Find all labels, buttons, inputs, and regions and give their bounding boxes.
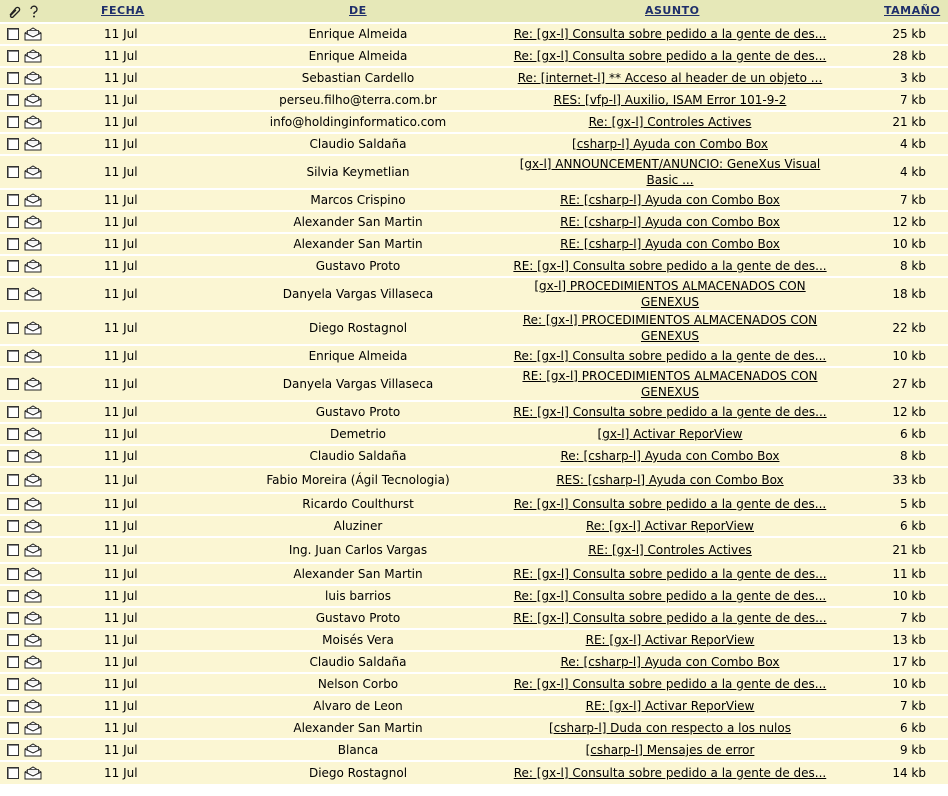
message-subject-link[interactable]: Re: [gx-l] Consulta sobre pedido a la gente de des... [513,589,827,603]
select-checkbox[interactable] [7,446,19,466]
message-size: 28 kb [892,49,926,63]
envelope-open-icon [24,424,42,444]
message-sender: Alvaro de Leon [313,699,403,713]
message-sender: Aluziner [333,519,383,533]
table-row[interactable] [0,446,948,468]
message-subject-cell [510,68,830,88]
message-subject-link[interactable]: RE: [gx-l] PROCEDIMIENTOS ALMACENADOS CON GENEXUS [522,369,818,399]
message-size: 8 kb [899,449,926,463]
col-asunto-header[interactable]: ASUNTO [645,4,700,17]
select-checkbox[interactable] [7,762,19,784]
message-sender: Gustavo Proto [315,611,401,625]
message-size: 17 kb [892,655,926,669]
select-checkbox[interactable] [7,278,19,310]
table-row[interactable] [0,90,948,112]
message-sender: Diego Rostagnol [308,766,408,780]
message-size: 13 kb [892,633,926,647]
message-sender: Alexander San Martin [293,567,423,581]
message-sender: Marcos Crispino [310,193,406,207]
message-subject-link[interactable]: Re: [gx-l] Consulta sobre pedido a la gente de des... [513,349,827,363]
message-sender: Gustavo Proto [315,405,401,419]
message-subject-link[interactable]: [csharp-l] Mensajes de error [585,743,755,757]
message-size: 10 kb [892,589,926,603]
message-size: 6 kb [899,427,926,441]
message-date: 11 Jul [104,589,138,603]
col-de-header[interactable]: DE [349,4,367,17]
message-subject-cell [510,368,830,400]
list-header [0,0,948,24]
message-subject-cell [510,24,830,44]
message-subject-link[interactable]: Re: [gx-l] Consulta sobre pedido a la gente de des... [513,766,827,780]
message-sender: perseu.filho@terra.com.br [279,93,437,107]
message-subject-cell [510,90,830,110]
message-date: 11 Jul [104,721,138,735]
message-subject-link[interactable]: [csharp-l] Duda con respecto a los nulos [548,721,791,735]
select-checkbox[interactable] [7,696,19,716]
message-subject-cell [510,652,830,672]
message-date: 11 Jul [104,259,138,273]
message-size: 12 kb [892,405,926,419]
select-checkbox[interactable] [7,564,19,584]
message-subject-cell [510,494,830,514]
envelope-open-icon [24,24,42,44]
select-checkbox[interactable] [7,190,19,210]
col-fecha-header[interactable]: FECHA [101,4,145,17]
message-sender: Gustavo Proto [315,259,401,273]
select-checkbox[interactable] [7,234,19,254]
message-size: 10 kb [892,677,926,691]
table-row[interactable] [0,468,948,494]
table-row[interactable] [0,368,948,402]
message-date: 11 Jul [104,519,138,533]
message-sender: Moisés Vera [322,633,394,647]
message-size: 22 kb [892,321,926,335]
table-row[interactable] [0,234,948,256]
message-subject-link[interactable]: Re: [gx-l] Consulta sobre pedido a la gente de des... [513,677,827,691]
message-subject-link[interactable]: Re: [csharp-l] Ayuda con Combo Box [560,449,780,463]
message-subject-link[interactable]: RE: [gx-l] Consulta sobre pedido a la gente de des... [513,611,827,625]
message-size: 4 kb [899,165,926,179]
message-size: 21 kb [892,543,926,557]
message-subject-cell [510,134,830,154]
message-subject-cell [510,312,830,344]
message-size: 5 kb [899,497,926,511]
message-sender: Alexander San Martin [293,215,423,229]
select-checkbox[interactable] [7,346,19,366]
message-size: 9 kb [899,743,926,757]
select-checkbox[interactable] [7,516,19,536]
message-sender: Enrique Almeida [308,349,408,363]
select-checkbox[interactable] [7,424,19,444]
message-date: 11 Jul [104,567,138,581]
message-size: 14 kb [892,766,926,780]
message-date: 11 Jul [104,743,138,757]
message-date: 11 Jul [104,349,138,363]
envelope-open-icon [24,630,42,650]
message-date: 11 Jul [104,377,138,391]
message-size: 21 kb [892,115,926,129]
message-subject-link[interactable]: Re: [gx-l] Consulta sobre pedido a la gente de des... [513,27,827,41]
table-row[interactable] [0,494,948,516]
message-date: 11 Jul [104,655,138,669]
message-date: 11 Jul [104,699,138,713]
message-subject-cell [510,424,830,444]
message-size: 18 kb [892,287,926,301]
message-subject-cell [510,608,830,628]
message-subject-cell [510,674,830,694]
message-sender: Silvia Keymetlian [306,165,410,179]
table-row[interactable] [0,212,948,234]
message-subject-cell [510,278,830,310]
select-checkbox[interactable] [7,112,19,132]
message-sender: Fabio Moreira (Ágil Tecnologia) [266,473,450,487]
select-checkbox[interactable] [7,212,19,232]
message-date: 11 Jul [104,165,138,179]
message-subject-link[interactable]: Re: [gx-l] PROCEDIMIENTOS ALMACENADOS CON GENEXUS [522,313,818,343]
message-sender: Claudio Saldaña [309,655,407,669]
message-date: 11 Jul [104,137,138,151]
table-row[interactable] [0,134,948,156]
message-subject-link[interactable]: Re: [gx-l] Consulta sobre pedido a la gente de des... [513,49,827,63]
message-subject-cell [510,718,830,738]
select-checkbox[interactable] [7,630,19,650]
message-size: 7 kb [899,699,926,713]
message-subject-cell [510,234,830,254]
table-row[interactable] [0,190,948,212]
select-checkbox[interactable] [7,402,19,422]
message-sender: info@holdinginformatico.com [269,115,447,129]
message-date: 11 Jul [104,427,138,441]
select-checkbox[interactable] [7,718,19,738]
message-subject-link[interactable]: RE: [csharp-l] Ayuda con Combo Box [560,237,780,251]
message-subject-cell [510,346,830,366]
message-subject-link[interactable]: [gx-l] PROCEDIMIENTOS ALMACENADOS CON GENEXUS [534,279,806,309]
select-checkbox[interactable] [7,368,19,400]
message-size: 25 kb [892,27,926,41]
message-size: 10 kb [892,237,926,251]
message-subject-cell [510,516,830,536]
table-row[interactable] [0,346,948,368]
message-subject-link[interactable]: RE: [gx-l] Consulta sobre pedido a la gente de des... [513,567,827,581]
message-sender: Enrique Almeida [308,27,408,41]
select-checkbox[interactable] [7,740,19,760]
table-row[interactable] [0,538,948,564]
select-checkbox[interactable] [7,68,19,88]
message-subject-cell [510,762,830,784]
table-row[interactable] [0,46,948,68]
message-subject-cell [510,256,830,276]
envelope-open-icon [24,278,42,310]
envelope-open-icon [24,468,42,492]
select-checkbox[interactable] [7,674,19,694]
envelope-open-icon [24,256,42,276]
attachment-icon [7,4,21,18]
message-date: 11 Jul [104,497,138,511]
envelope-open-icon [24,718,42,738]
envelope-open-icon [24,212,42,232]
select-checkbox[interactable] [7,608,19,628]
message-size: 3 kb [899,71,926,85]
select-checkbox[interactable] [7,312,19,344]
message-size: 7 kb [899,193,926,207]
message-sender: Claudio Saldaña [309,449,407,463]
message-sender: Demetrio [329,427,386,441]
message-sender: Alexander San Martin [293,721,423,735]
message-subject-cell [510,740,830,760]
select-checkbox[interactable] [7,24,19,44]
message-size: 27 kb [892,377,926,391]
envelope-open-icon [24,674,42,694]
message-date: 11 Jul [104,611,138,625]
message-date: 11 Jul [104,115,138,129]
message-subject-link[interactable]: RE: [gx-l] Controles Actives [588,543,752,557]
table-row[interactable] [0,516,948,538]
message-size: 6 kb [899,721,926,735]
message-size: 12 kb [892,215,926,229]
message-size: 7 kb [899,93,926,107]
envelope-open-icon [24,156,42,188]
message-subject-cell [510,112,830,132]
select-checkbox[interactable] [7,652,19,672]
message-subject-link[interactable]: RE: [gx-l] Activar ReporView [585,633,755,647]
priority-icon [27,4,41,18]
message-subject-cell [510,538,830,562]
message-sender: Blanca [337,743,379,757]
table-row[interactable] [0,608,948,630]
message-subject-cell [510,156,830,188]
select-checkbox[interactable] [7,46,19,66]
envelope-open-icon [24,586,42,606]
message-sender: Danyela Vargas Villaseca [282,377,434,391]
col-tamano-header[interactable]: TAMAÑO [884,4,941,17]
message-date: 11 Jul [104,287,138,301]
message-sender: luis barrios [325,589,391,603]
select-checkbox[interactable] [7,494,19,514]
select-checkbox[interactable] [7,468,19,492]
message-size: 10 kb [892,349,926,363]
message-date: 11 Jul [104,49,138,63]
message-size: 33 kb [892,473,926,487]
message-sender: Sebastian Cardello [301,71,415,85]
message-sender: Enrique Almeida [308,49,408,63]
message-sender: Ricardo Coulthurst [302,497,414,511]
table-row[interactable] [0,402,948,424]
message-subject-link[interactable]: Re: [gx-l] Activar ReporView [586,519,754,533]
message-sender: Ing. Juan Carlos Vargas [288,543,428,557]
message-date: 11 Jul [104,766,138,780]
envelope-open-icon [24,446,42,466]
table-row[interactable] [0,424,948,446]
message-rows [0,24,948,786]
message-subject-cell [510,190,830,210]
message-subject-link[interactable]: RE: [csharp-l] Ayuda con Combo Box [560,193,780,207]
envelope-open-icon [24,312,42,344]
message-subject-cell [510,696,830,716]
envelope-open-icon [24,346,42,366]
message-date: 11 Jul [104,405,138,419]
envelope-open-icon [24,564,42,584]
envelope-open-icon [24,696,42,716]
envelope-open-icon [24,740,42,760]
message-date: 11 Jul [104,473,138,487]
envelope-open-icon [24,90,42,110]
message-date: 11 Jul [104,321,138,335]
table-row[interactable] [0,24,948,46]
table-row[interactable] [0,278,948,312]
select-checkbox[interactable] [7,586,19,606]
table-row[interactable] [0,312,948,346]
message-date: 11 Jul [104,677,138,691]
table-row[interactable] [0,762,948,786]
message-date: 11 Jul [104,633,138,647]
envelope-open-icon [24,368,42,400]
envelope-open-icon [24,234,42,254]
envelope-open-icon [24,402,42,422]
table-row[interactable] [0,564,948,586]
message-subject-link[interactable]: RES: [csharp-l] Ayuda con Combo Box [556,473,784,487]
message-subject-link[interactable]: Re: [internet-l] ** Acceso al header de un objeto ... [517,71,823,85]
table-row[interactable] [0,674,948,696]
table-row[interactable] [0,718,948,740]
select-checkbox[interactable] [7,156,19,188]
message-subject-link[interactable]: [csharp-l] Ayuda con Combo Box [572,137,768,151]
message-subject-cell [510,446,830,466]
message-subject-link[interactable]: RE: [gx-l] Consulta sobre pedido a la gente de des... [513,259,827,273]
message-sender: Claudio Saldaña [309,137,407,151]
message-subject-link[interactable]: RES: [vfp-l] Auxilio, ISAM Error 101-9-2 [553,93,787,107]
envelope-open-icon [24,134,42,154]
select-checkbox[interactable] [7,90,19,110]
message-subject-cell [510,564,830,584]
message-date: 11 Jul [104,27,138,41]
message-sender: Alexander San Martin [293,237,423,251]
envelope-open-icon [24,652,42,672]
table-row[interactable] [0,740,948,762]
table-row[interactable] [0,630,948,652]
envelope-open-icon [24,494,42,514]
message-sender: Nelson Corbo [317,677,399,691]
message-subject-cell [510,46,830,66]
table-row[interactable] [0,256,948,278]
envelope-open-icon [24,762,42,784]
table-row[interactable] [0,652,948,674]
table-row[interactable] [0,586,948,608]
envelope-open-icon [24,190,42,210]
message-subject-link[interactable]: Re: [gx-l] Controles Actives [588,115,752,129]
envelope-open-icon [24,516,42,536]
message-subject-cell [510,586,830,606]
envelope-open-icon [24,68,42,88]
message-sender: Diego Rostagnol [308,321,408,335]
envelope-open-icon [24,46,42,66]
message-subject-cell [510,468,830,492]
message-subject-cell [510,630,830,650]
table-row[interactable] [0,696,948,718]
message-size: 7 kb [899,611,926,625]
envelope-open-icon [24,112,42,132]
select-checkbox[interactable] [7,256,19,276]
message-subject-link[interactable]: RE: [gx-l] Activar ReporView [585,699,755,713]
message-subject-link[interactable]: [gx-l] ANNOUNCEMENT/ANUNCIO: GeneXus Visual Basic ... [519,157,821,187]
message-size: 11 kb [892,567,926,581]
message-date: 11 Jul [104,237,138,251]
message-date: 11 Jul [104,543,138,557]
table-row[interactable] [0,156,948,190]
message-size: 4 kb [899,137,926,151]
message-date: 11 Jul [104,193,138,207]
message-size: 6 kb [899,519,926,533]
message-date: 11 Jul [104,71,138,85]
message-subject-link[interactable]: RE: [gx-l] Consulta sobre pedido a la gente de des... [513,405,827,419]
message-date: 11 Jul [104,215,138,229]
select-checkbox[interactable] [7,134,19,154]
message-subject-cell [510,212,830,232]
message-subject-link[interactable]: [gx-l] Activar ReporView [597,427,743,441]
message-subject-link[interactable]: Re: [csharp-l] Ayuda con Combo Box [560,655,780,669]
table-row[interactable] [0,112,948,134]
envelope-open-icon [24,608,42,628]
message-date: 11 Jul [104,449,138,463]
message-date: 11 Jul [104,93,138,107]
table-row[interactable] [0,68,948,90]
message-subject-link[interactable]: RE: [csharp-l] Ayuda con Combo Box [560,215,780,229]
message-size: 8 kb [899,259,926,273]
message-subject-cell [510,402,830,422]
message-sender: Danyela Vargas Villaseca [282,287,434,301]
envelope-open-icon [24,538,42,562]
message-subject-link[interactable]: Re: [gx-l] Consulta sobre pedido a la gente de des... [513,497,827,511]
select-checkbox[interactable] [7,538,19,562]
